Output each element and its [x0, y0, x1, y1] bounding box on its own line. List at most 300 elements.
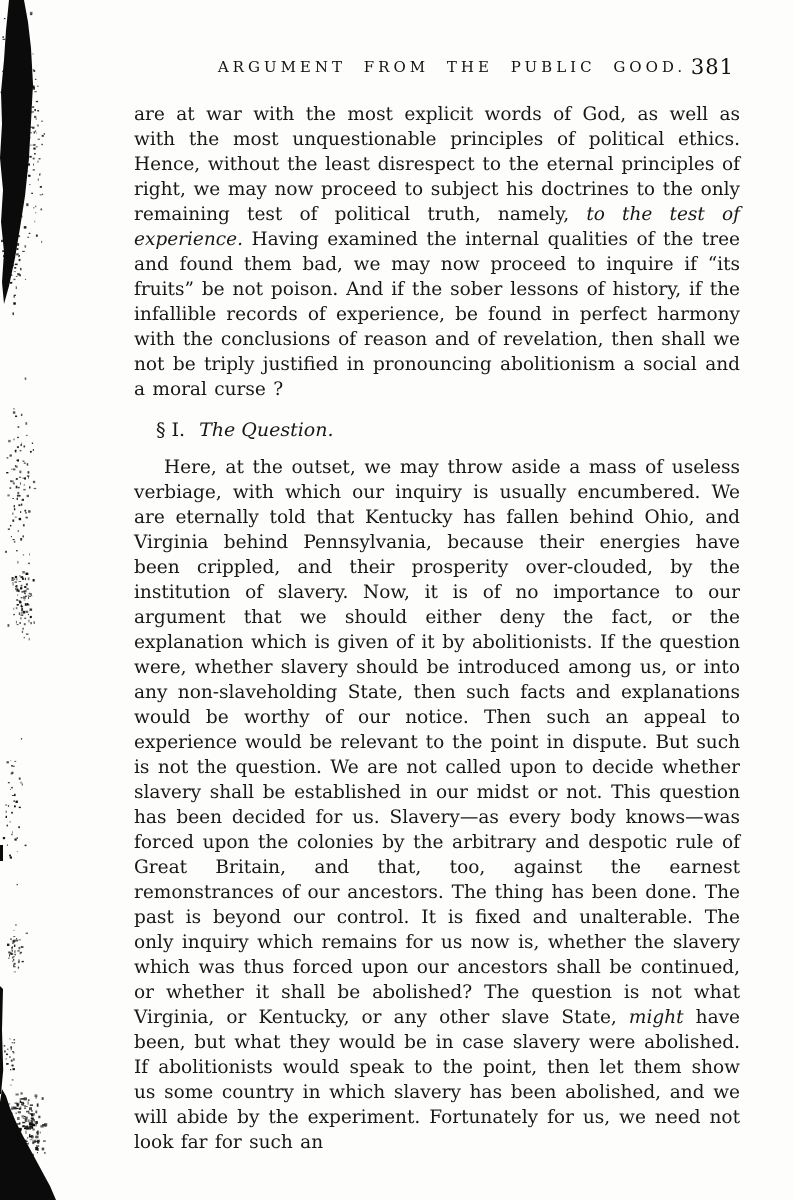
ink-speckle: [12, 795, 14, 796]
ink-speckle: [38, 161, 39, 163]
ink-speckle: [34, 116, 36, 118]
ink-speckle: [14, 70, 16, 71]
ink-speckle: [15, 839, 17, 841]
ink-speckle: [21, 65, 24, 66]
ink-speckle: [37, 1140, 39, 1143]
ink-speckle: [22, 79, 23, 82]
ink-blob-top-icon: [0, 0, 33, 304]
ink-speckle: [19, 1130, 21, 1132]
ink-speckle: [12, 949, 13, 952]
ink-speckle: [25, 596, 27, 597]
ink-speckle: [10, 248, 12, 249]
ink-speckle: [17, 437, 19, 438]
ink-speckle: [33, 1136, 34, 1139]
ink-speckle: [19, 518, 21, 520]
ink-speckle: [9, 954, 10, 956]
ink-speckle: [38, 1116, 40, 1119]
ink-speckle: [33, 207, 34, 208]
ink-speckle: [8, 58, 10, 59]
ink-speckle: [12, 116, 14, 117]
ink-speckle: [14, 21, 15, 24]
ink-speckle: [9, 1123, 11, 1125]
italic-text: might: [628, 1007, 684, 1028]
ink-speckle: [19, 156, 20, 159]
ink-speckle: [16, 585, 18, 588]
ink-speckle: [5, 551, 7, 553]
ink-speckle: [18, 67, 20, 69]
ink-speckle: [13, 956, 15, 957]
ink-speckle: [1, 92, 3, 93]
ink-speckle: [18, 243, 19, 246]
ink-speckle: [10, 1147, 11, 1148]
ink-speckle: [35, 1111, 37, 1114]
ink-speckle: [21, 610, 23, 612]
ink-speckle: [28, 1158, 30, 1161]
ink-speckle: [28, 604, 29, 606]
ink-speckle: [17, 65, 19, 67]
ink-speckle: [7, 1141, 10, 1144]
ink-speckle: [41, 144, 42, 145]
ink-speckle: [17, 194, 19, 196]
ink-speckle: [36, 119, 37, 120]
ink-speckle: [42, 194, 43, 195]
ink-speckle: [5, 160, 6, 162]
ink-speckle: [29, 107, 31, 109]
ink-speckle: [15, 940, 17, 942]
ink-speckle: [31, 1110, 33, 1111]
ink-speckle: [23, 1153, 26, 1154]
ink-speckle: [19, 807, 21, 808]
ink-speckle: [18, 1131, 20, 1134]
ink-speckle: [41, 241, 42, 243]
ink-speckle: [21, 1145, 23, 1146]
ink-speckle: [8, 782, 10, 783]
ink-speckle: [17, 594, 18, 595]
ink-speckle: [24, 1106, 27, 1107]
ink-speckle: [31, 1127, 33, 1129]
ink-speckle: [23, 611, 25, 614]
ink-speckle: [25, 1117, 28, 1120]
ink-speckle: [12, 577, 14, 579]
ink-speckle: [36, 1132, 37, 1134]
ink-speckle: [11, 1049, 12, 1051]
ink-speckle: [40, 186, 42, 188]
ink-speckle: [18, 590, 20, 593]
ink-speckle: [14, 950, 15, 953]
ink-speckle: [9, 1039, 11, 1040]
ink-speckle: [22, 1166, 24, 1169]
ink-speckle: [30, 122, 31, 123]
ink-speckle: [17, 940, 18, 941]
ink-speckle: [13, 582, 14, 583]
ink-speckle: [14, 295, 16, 296]
ink-speckle: [18, 129, 20, 130]
ink-speckle: [20, 1107, 22, 1110]
ink-speckle: [35, 79, 37, 80]
ink-speckle: [17, 498, 18, 500]
ink-speckle: [4, 1113, 5, 1115]
ink-speckle: [24, 637, 25, 638]
ink-speckle: [33, 70, 35, 72]
ink-speckle: [7, 266, 9, 268]
ink-speckle: [23, 461, 25, 462]
ink-speckle: [7, 228, 9, 230]
ink-speckle: [16, 1103, 19, 1105]
ink-speckle: [28, 1112, 29, 1113]
ink-speckle: [18, 235, 20, 237]
ink-speckle: [42, 1148, 45, 1151]
ink-speckle: [21, 1102, 24, 1103]
ink-speckle: [11, 1060, 13, 1062]
ink-speckle: [15, 128, 17, 130]
ink-speckle: [29, 184, 30, 185]
ink-speckle: [10, 487, 12, 488]
ink-speckle: [26, 933, 28, 934]
ink-speckle: [17, 851, 18, 852]
ink-speckle: [13, 469, 15, 471]
ink-speckle: [30, 14, 32, 16]
ink-speckle: [17, 229, 20, 232]
ink-speckle: [22, 587, 23, 589]
ink-speckle: [28, 1159, 31, 1160]
ink-speckle: [23, 554, 24, 556]
ink-speckle: [9, 259, 11, 261]
ink-speckle: [24, 477, 26, 479]
ink-speckle: [11, 947, 13, 948]
ink-speckle: [10, 120, 12, 123]
ink-speckle: [34, 91, 36, 92]
ink-speckle: [11, 93, 14, 96]
ink-speckle: [15, 1103, 18, 1104]
ink-speckle: [33, 69, 34, 70]
ink-speckle: [8, 1139, 9, 1141]
ink-speckle: [25, 512, 27, 513]
ink-speckle: [6, 472, 8, 473]
ink-speckle: [6, 153, 9, 154]
ink-speckle: [35, 1123, 36, 1124]
ink-speckle: [36, 1145, 39, 1146]
ink-speckle: [13, 583, 14, 585]
ink-speckle: [26, 611, 29, 613]
ink-speckle: [21, 615, 24, 616]
ink-speckle: [32, 85, 35, 87]
ink-speckle: [17, 65, 19, 67]
ink-speckle: [29, 554, 30, 556]
ink-speckle: [20, 617, 21, 619]
ink-speckle: [5, 65, 6, 68]
ink-speckle: [3, 255, 5, 257]
ink-speckle: [11, 1160, 13, 1163]
ink-speckle: [21, 194, 24, 196]
ink-speckle: [32, 1121, 34, 1123]
ink-speckle: [21, 946, 23, 947]
ink-speckle: [4, 1050, 6, 1052]
ink-speckle: [13, 312, 15, 315]
ink-speckle: [19, 601, 21, 603]
page-number: 381: [690, 55, 734, 79]
ink-speckle: [21, 414, 22, 416]
ink-speckle: [26, 1153, 27, 1155]
ink-speckle: [8, 90, 9, 91]
ink-speckle: [21, 597, 22, 598]
ink-speckle: [23, 489, 25, 491]
ink-speckle: [21, 946, 24, 948]
ink-speckle: [14, 1147, 17, 1150]
ink-speckle: [36, 235, 38, 237]
ink-speckle: [32, 111, 33, 113]
ink-speckle: [20, 68, 21, 70]
ink-speckle: [6, 251, 8, 253]
ink-speckle: [6, 142, 9, 143]
paragraph-body: [134, 455, 740, 1155]
ink-speckle: [16, 599, 18, 601]
ink-speckle: [13, 411, 15, 414]
ink-speckle: [10, 10, 13, 11]
ink-speckle: [25, 510, 27, 512]
ink-speckle: [24, 590, 26, 592]
ink-speckle: [18, 1128, 21, 1131]
ink-speckle: [34, 1113, 35, 1116]
ink-speckle: [12, 520, 14, 522]
ink-speckle: [23, 596, 26, 599]
ink-speckle: [31, 595, 32, 596]
ink-speckle: [35, 1136, 38, 1139]
body-text: are at war with the most explicit words of God, as well as with the most unquestionable principles of political ethics. Hence, without the least disrespect to the eternal principles of right, we may now proceed to subject his doctrines to the only remaining test of political truth, namely,: [134, 104, 740, 225]
ink-speckle: [33, 131, 35, 132]
ink-speckle: [26, 588, 28, 590]
ink-speckle: [33, 111, 34, 112]
ink-speckle: [25, 97, 27, 100]
ink-speckle: [24, 586, 26, 588]
ink-speckle: [20, 444, 22, 446]
ink-speckle: [3, 39, 6, 40]
ink-speckle: [23, 591, 25, 592]
ink-speckle: [18, 148, 21, 151]
ink-speckle: [11, 1113, 13, 1115]
ink-speckle: [21, 1105, 23, 1106]
ink-speckle: [10, 1085, 11, 1086]
ink-speckle: [5, 59, 8, 62]
ink-speckle: [24, 591, 25, 593]
ink-speckle: [20, 450, 22, 452]
ink-speckle: [24, 484, 25, 486]
ink-speckle: [22, 78, 24, 79]
ink-speckle: [29, 156, 31, 158]
ink-speckle: [3, 1154, 6, 1157]
ink-speckle: [29, 1134, 30, 1137]
ink-speckle: [13, 942, 14, 943]
ink-speckle: [12, 772, 14, 774]
ink-speckle: [20, 1156, 23, 1157]
ink-speckle: [5, 237, 6, 240]
ink-speckle: [34, 153, 36, 155]
ink-speckle: [10, 91, 12, 94]
ink-speckle: [14, 1122, 15, 1124]
ink-speckle: [15, 228, 16, 230]
ink-speckle: [6, 1054, 8, 1055]
ink-speckle: [11, 251, 14, 254]
ink-speckle: [19, 581, 22, 582]
ink-speckle: [17, 218, 20, 219]
ink-speckle: [10, 953, 13, 955]
ink-speckle: [26, 1143, 28, 1144]
ink-speckle: [19, 1136, 20, 1138]
ink-speckle: [32, 1119, 35, 1122]
ink-speckle: [36, 1121, 38, 1124]
ink-speckle: [12, 832, 13, 833]
ink-speckle: [4, 18, 6, 19]
ink-speckle: [15, 1126, 16, 1127]
ink-speckle: [12, 1042, 13, 1043]
ink-speckle: [9, 221, 11, 224]
ink-speckle: [24, 623, 26, 625]
ink-speckle: [35, 130, 36, 132]
ink-speckle: [28, 141, 29, 143]
ink-speckle: [25, 279, 26, 280]
ink-speckle: [12, 226, 14, 228]
ink-speckle: [9, 855, 11, 857]
ink-speckle: [2, 36, 4, 37]
ink-speckle: [11, 834, 13, 836]
ink-speckle: [10, 268, 11, 270]
ink-speckle: [14, 88, 16, 90]
ink-speckle: [32, 106, 34, 107]
ink-speckle: [29, 86, 30, 89]
ink-speckle: [16, 110, 17, 112]
ink-speckle: [21, 782, 22, 784]
ink-speckle: [14, 541, 16, 543]
ink-speckle: [42, 135, 44, 137]
ink-speckle: [41, 209, 43, 211]
ink-speckle: [14, 236, 16, 237]
ink-speckle: [21, 597, 23, 598]
ink-speckle: [18, 1165, 19, 1167]
ink-speckle: [44, 1123, 47, 1126]
ink-speckle: [18, 961, 20, 963]
ink-speckle: [11, 1108, 12, 1110]
ink-speckle: [37, 1131, 39, 1134]
ink-speckle: [28, 1119, 29, 1122]
ink-speckle: [27, 1125, 29, 1127]
ink-speckle: [36, 132, 37, 133]
ink-speckle: [20, 482, 21, 485]
ink-speckle: [24, 463, 26, 464]
ink-speckle: [29, 1124, 31, 1126]
ink-speckle: [27, 110, 28, 113]
ink-speckle: [37, 86, 39, 87]
ink-speckle: [21, 51, 24, 54]
ink-speckle: [44, 1124, 46, 1127]
ink-speckle: [15, 581, 18, 582]
ink-speckle: [10, 857, 12, 859]
ink-speckle: [27, 65, 30, 68]
ink-speckle: [18, 530, 19, 532]
ink-speckle: [16, 550, 18, 551]
ink-speckle: [11, 98, 14, 100]
ink-speckle: [22, 158, 24, 159]
ink-speckle: [17, 604, 19, 606]
ink-speckle: [30, 616, 32, 618]
ink-speckle: [9, 159, 11, 160]
ink-speckle: [15, 416, 17, 418]
ink-speckle: [16, 938, 17, 939]
ink-speckle: [11, 1107, 14, 1110]
ink-speckle: [42, 1097, 44, 1100]
ink-speckle: [2, 129, 3, 131]
ink-speckle: [29, 638, 30, 641]
ink-speckle: [25, 1119, 27, 1120]
ink-speckle: [16, 801, 18, 803]
ink-speckle: [7, 1049, 8, 1050]
ink-speckle: [13, 105, 15, 107]
ink-speckle: [11, 233, 12, 235]
ink-speckle: [26, 1163, 29, 1165]
ink-speckle: [15, 586, 16, 587]
ink-speckle: [26, 634, 29, 635]
ink-speckle: [18, 1111, 21, 1113]
ink-speckle: [14, 761, 16, 762]
ink-speckle: [30, 593, 32, 595]
ink-speckle: [23, 95, 25, 96]
ink-speckle: [24, 600, 26, 601]
ink-speckle: [12, 941, 14, 942]
ink-speckle: [35, 1141, 38, 1142]
ink-speckle: [24, 1128, 27, 1130]
ink-speckle: [26, 1158, 28, 1161]
ink-speckle: [22, 571, 25, 574]
ink-speckle: [37, 1152, 38, 1153]
ink-speckle: [37, 1148, 39, 1151]
ink-speckle: [25, 58, 27, 60]
ink-speckle: [25, 154, 26, 156]
ink-speckle: [13, 1143, 16, 1144]
ink-speckle: [13, 1039, 15, 1040]
ink-speckle: [14, 505, 15, 507]
ink-speckle: [8, 805, 9, 807]
ink-speckle: [24, 226, 27, 229]
ink-speckle: [4, 138, 7, 140]
ink-speckle: [28, 577, 30, 580]
ink-speckle: [44, 133, 45, 135]
ink-speckle: [20, 538, 22, 541]
ink-speckle: [33, 164, 34, 166]
ink-speckle: [8, 958, 9, 959]
ink-speckle: [19, 477, 21, 478]
ink-speckle: [21, 1137, 24, 1140]
ink-speckle: [30, 1105, 33, 1106]
ink-speckle: [19, 778, 21, 780]
ink-speckle: [17, 50, 19, 52]
ink-speckle: [21, 591, 23, 593]
ink-speckle: [27, 1128, 29, 1129]
ink-speckle: [25, 422, 27, 425]
ink-speckle: [24, 1116, 25, 1117]
ink-speckle: [11, 1153, 13, 1154]
ink-speckle: [17, 1167, 18, 1169]
ink-speckle: [18, 487, 20, 489]
ink-speckle: [8, 18, 11, 20]
ink-speckle: [17, 1117, 20, 1120]
section-marker: § I.: [156, 419, 186, 441]
ink-speckle: [20, 1098, 21, 1101]
ink-speckle: [26, 171, 28, 172]
ink-speckle: [16, 450, 17, 452]
ink-speckle: [25, 17, 26, 19]
ink-speckle: [34, 144, 36, 146]
ink-speckle: [13, 1058, 15, 1060]
ink-speckle: [21, 1164, 23, 1167]
ink-speckle: [6, 1063, 8, 1065]
